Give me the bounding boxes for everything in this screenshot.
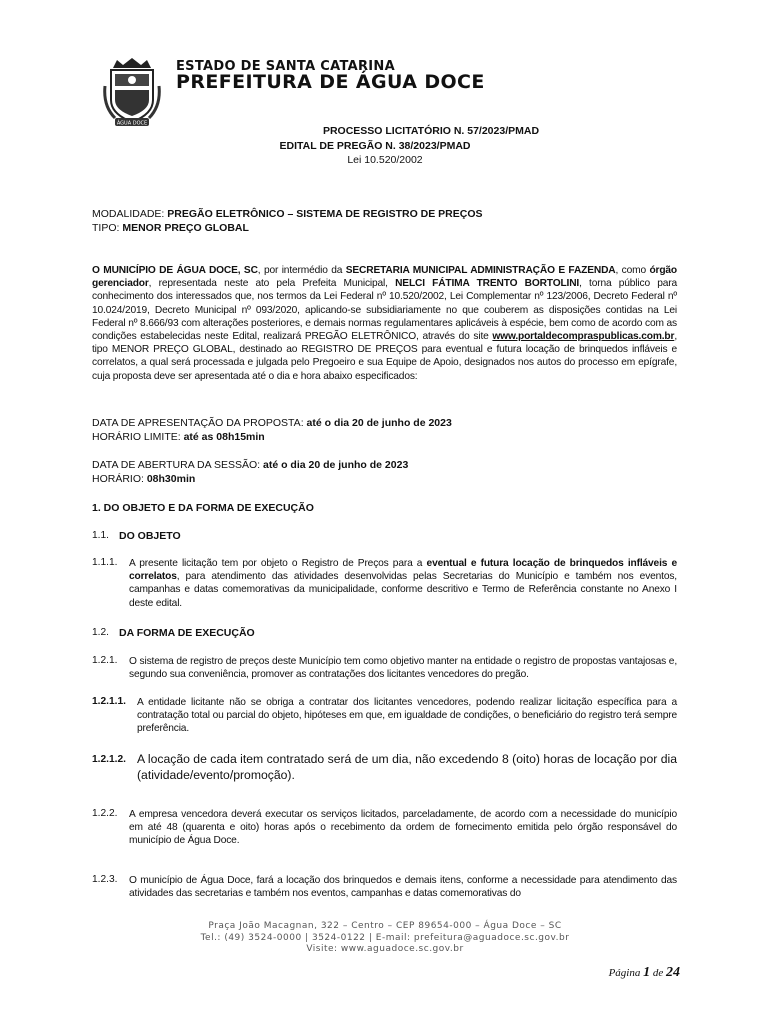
section-1-1-1-number: 1.1.1. <box>92 557 118 568</box>
section-1-2-3-text: O município de Água Doce, fará a locação dos brinquedos e demais itens, conforme a necessidade para atendimento das atividades das secretarias e também nos eventos, campanhas e datas comemorativas do <box>129 875 677 900</box>
section-1-2-1-2-text: A locação de cada item contratado será de um dia, não excedendo 8 (oito) horas de locação por dia (atividade/evento/promoção). <box>137 752 677 782</box>
footer-website: Visite: www.aguadoce.sc.gov.br <box>306 944 464 954</box>
proposal-date: DATA DE APRESENTAÇÃO DA PROPOSTA: até o dia 20 de junho de 2023 <box>92 417 452 429</box>
process-number: PROCESSO LICITATÓRIO N. 57/2023/PMAD <box>322 125 540 137</box>
section-1-1-title: DO OBJETO <box>119 530 181 542</box>
law-reference: Lei 10.520/2002 <box>347 154 423 166</box>
section-1-2-1-1-text: A entidade licitante não se obriga a contratar dos licitantes vencedores, podendo realizar licitação específica para a contratação total ou parcial do objeto, hipóteses em que, em igualdade de condições, o beneficiário do registro terá sempre preferência. <box>137 697 677 735</box>
intro-paragraph: O MUNICÍPIO DE ÁGUA DOCE, SC, por intermédio da SECRETARIA MUNICIPAL ADMINISTRAÇÃO E FAZENDA, como órgão gerenciador, representada neste ato pela Prefeita Municipal, NELCI FÁTIMA TRENTO BORTOLINI, torna público para conhecimento dos interessados que, nos termos da Lei Federal nº 10.520/2002, Lei Complementar nº 123/2006, Decreto Federal nº 10.024/2019, Decreto Municipal nº 093/2020, aplicando-se subsidiariamente no que couberem as disposições contidas na Lei Federal nº 8.666/93 com alterações posteriores, e demais normas regulamentares aplicáveis à espécie, bem como de acordo com as condições estabelecidas neste Edital, realizará PREGÃO ELETRÔNICO, através do site www.portaldecompraspublicas.com.br, tipo MENOR PREÇO GLOBAL, destinado ao REGISTRO DE PREÇOS para eventual e futura locação de brinquedos infláveis e correlatos, a qual será processada e julgada pelo Pregoeiro e sua Equipe de Apoio, designados nos autos do processo em epígrafe, cuja proposta deve ser apresentada até o dia e hora abaixo especificados: <box>92 265 678 382</box>
section-1-2-1-number: 1.2.1. <box>92 655 118 666</box>
footer-address: Praça João Macagnan, 322 – Centro – CEP 89654-000 – Água Doce – SC <box>208 921 562 931</box>
tipo-line: TIPO: MENOR PREÇO GLOBAL <box>92 222 249 234</box>
section-1-2-number: 1.2. <box>92 627 109 638</box>
session-date: DATA DE ABERTURA DA SESSÃO: até o dia 20 de junho de 2023 <box>92 459 409 471</box>
municipal-crest-icon <box>103 56 161 128</box>
section-1-2-title: DA FORMA DE EXECUÇÃO <box>119 627 255 639</box>
session-time: HORÁRIO: 08h30min <box>92 473 196 485</box>
page-number: Página 1 de 24 <box>608 965 680 980</box>
footer-contact: Tel.: (49) 3524-0000 | 3524-0122 | E-mail: prefeitura@aguadoce.sc.gov.br <box>200 933 570 943</box>
header-city: PREFEITURA DE ÁGUA DOCE <box>176 71 485 93</box>
section-1-title: 1. DO OBJETO E DA FORMA DE EXECUÇÃO <box>92 502 314 514</box>
section-1-1-number: 1.1. <box>92 530 109 541</box>
section-1-1-1-text: A presente licitação tem por objeto o Registro de Preços para a eventual e futura locação de brinquedos infláveis e correlatos, para atendimento das atividades desenvolvidas pelas Secretarias do Município e também nos eventos, campanhas e datas comemorativas da municipalidade, conforme descritivo e Termo de Referência constante no Anexo I deste edital. <box>129 558 677 609</box>
proposal-time: HORÁRIO LIMITE: até as 08h15min <box>92 431 265 443</box>
section-1-2-3-number: 1.2.3. <box>92 874 118 885</box>
section-1-2-1-2-number: 1.2.1.2. <box>92 754 126 765</box>
modalidade-line: MODALIDADE: PREGÃO ELETRÔNICO – SISTEMA DE REGISTRO DE PREÇOS <box>92 208 483 220</box>
edital-number: EDITAL DE PREGÃO N. 38/2023/PMAD <box>279 140 471 152</box>
section-1-2-1-text: O sistema de registro de preços deste Município tem como objetivo manter na entidade o registro de propostas vantajosas e, segundo sua conveniência, promover as contratações dos licitantes vencedores do pregão. <box>129 656 677 681</box>
section-1-2-2-number: 1.2.2. <box>92 808 118 819</box>
section-1-2-1-1-number: 1.2.1.1. <box>92 696 126 707</box>
portal-link[interactable]: www.portaldecompraspublicas.com.br <box>492 331 675 343</box>
section-1-2-2-text: A empresa vencedora deverá executar os serviços licitados, parceladamente, de acordo com a necessidade do município em até 48 (quarenta e oito) horas após o recebimento da ordem de fornecimento emitida pelo órgão responsável do município de Água Doce. <box>129 809 677 847</box>
crest-label: ÁGUA DOCE <box>116 120 148 127</box>
header-state: ESTADO DE SANTA CATARINA <box>176 59 395 74</box>
